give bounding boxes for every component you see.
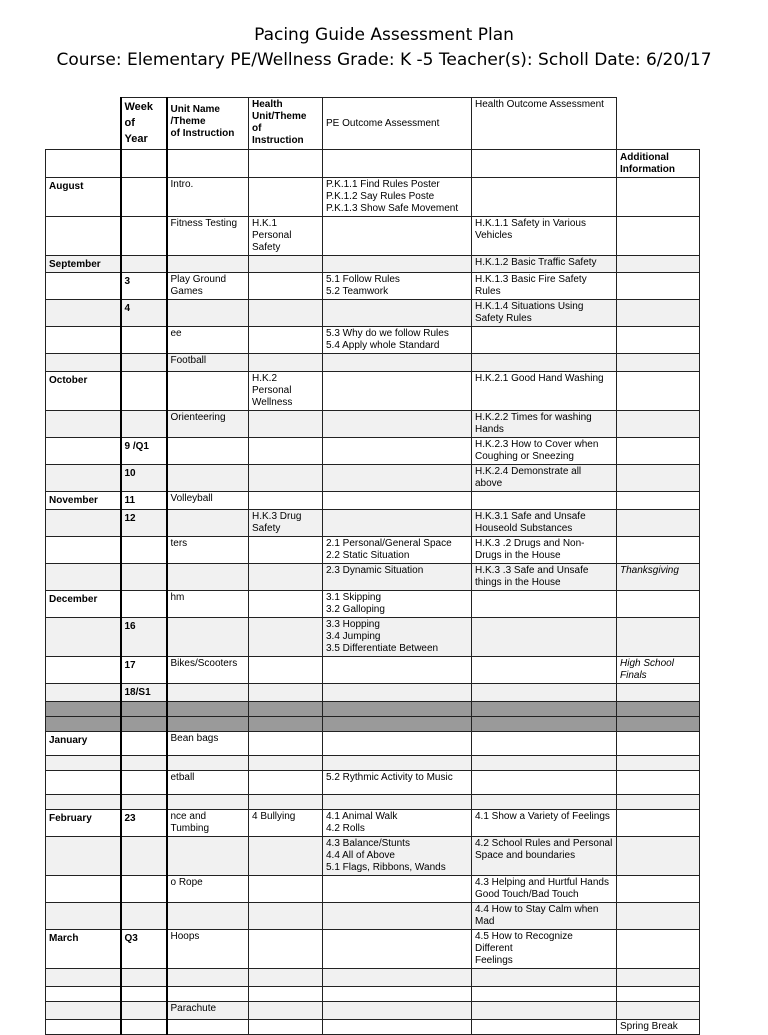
pe-outcome-cell: P.K.1.1 Find Rules Poster P.K.1.2 Say Rules Poste P.K.1.3 Show Safe Movement <box>323 178 472 217</box>
unit-cell: Bean bags <box>167 732 249 756</box>
pe-outcome-cell: 5.3 Why do we follow Rules 5.4 Apply whole Standard <box>323 327 472 354</box>
info-cell <box>617 510 700 537</box>
unit-cell <box>167 510 249 537</box>
info-cell <box>617 987 700 1002</box>
pe-outcome-cell: 4.1 Animal Walk 4.2 Rolls <box>323 810 472 837</box>
month-cell <box>46 300 121 327</box>
pe-outcome-cell <box>323 930 472 969</box>
info-cell <box>617 217 700 256</box>
subheader-cell <box>472 150 617 178</box>
month-cell <box>46 465 121 492</box>
table-row <box>46 372 700 411</box>
week-cell <box>121 702 167 717</box>
week-cell <box>121 178 167 217</box>
pe-outcome-cell <box>323 411 472 438</box>
table-row <box>46 756 700 771</box>
info-cell <box>617 732 700 756</box>
table-row <box>46 771 700 795</box>
info-cell <box>617 717 700 732</box>
health-outcome-cell <box>472 1020 617 1035</box>
header-blank <box>46 98 121 150</box>
unit-cell: Bikes/Scooters <box>167 657 249 684</box>
table-row <box>46 795 700 810</box>
health-unit-cell <box>249 327 323 354</box>
info-cell <box>617 273 700 300</box>
info-cell <box>617 903 700 930</box>
info-cell <box>617 256 700 273</box>
health-unit-cell <box>249 684 323 702</box>
health-outcome-cell <box>472 969 617 987</box>
week-cell <box>121 732 167 756</box>
unit-cell: Hoops <box>167 930 249 969</box>
unit-cell: Intro. <box>167 178 249 217</box>
month-cell <box>46 1002 121 1020</box>
table-row <box>46 178 700 217</box>
unit-cell <box>167 702 249 717</box>
pe-outcome-cell <box>323 795 472 810</box>
week-cell: Q3 <box>121 930 167 969</box>
health-unit-cell: H.K.3 Drug Safety <box>249 510 323 537</box>
info-cell: Spring Break <box>617 1020 700 1035</box>
pe-outcome-cell: 3.1 Skipping 3.2 Galloping <box>323 591 472 618</box>
pe-outcome-cell <box>323 732 472 756</box>
info-cell <box>617 537 700 564</box>
week-cell <box>121 591 167 618</box>
health-outcome-cell: H.K.1.3 Basic Fire Safety Rules <box>472 273 617 300</box>
health-outcome-cell: H.K.1.4 Situations Using Safety Rules <box>472 300 617 327</box>
month-cell: November <box>46 492 121 510</box>
health-unit-cell: H.K.1 Personal Safety <box>249 217 323 256</box>
health-unit-cell <box>249 717 323 732</box>
pe-outcome-cell: 4.3 Balance/Stunts 4.4 All of Above 5.1 Flags, Ribbons, Wands <box>323 837 472 876</box>
document-title: Pacing Guide Assessment Plan <box>254 25 514 45</box>
month-cell: February <box>46 810 121 837</box>
table-row <box>46 411 700 438</box>
unit-cell: Football <box>167 354 249 372</box>
health-outcome-cell <box>472 657 617 684</box>
month-cell <box>46 657 121 684</box>
health-outcome-cell <box>472 492 617 510</box>
pe-outcome-cell <box>323 217 472 256</box>
health-outcome-cell: H.K.1.2 Basic Traffic Safety <box>472 256 617 273</box>
week-cell: 3 <box>121 273 167 300</box>
info-cell <box>617 930 700 969</box>
health-unit-cell <box>249 178 323 217</box>
table-row <box>46 510 700 537</box>
health-unit-cell <box>249 795 323 810</box>
health-outcome-cell <box>472 354 617 372</box>
health-unit-cell <box>249 465 323 492</box>
week-cell <box>121 217 167 256</box>
table-row <box>46 930 700 969</box>
info-cell <box>617 438 700 465</box>
pe-outcome-cell: 5.2 Rythmic Activity to Music <box>323 771 472 795</box>
week-cell: 11 <box>121 492 167 510</box>
pe-outcome-cell: 2.3 Dynamic Situation <box>323 564 472 591</box>
pe-outcome-cell <box>323 300 472 327</box>
month-cell: September <box>46 256 121 273</box>
pe-outcome-cell <box>323 1020 472 1035</box>
unit-cell <box>167 1020 249 1035</box>
unit-cell <box>167 564 249 591</box>
health-unit-cell <box>249 564 323 591</box>
info-cell <box>617 702 700 717</box>
health-unit-cell <box>249 732 323 756</box>
unit-cell: Parachute <box>167 1002 249 1020</box>
month-cell: August <box>46 178 121 217</box>
document-subtitle: Course: Elementary PE/Wellness Grade: K -5 Teacher(s): Scholl Date: 6/20/17 <box>56 50 712 70</box>
info-cell: High School Finals <box>617 657 700 684</box>
info-cell <box>617 618 700 657</box>
unit-cell: ters <box>167 537 249 564</box>
unit-cell: ee <box>167 327 249 354</box>
info-cell <box>617 969 700 987</box>
pe-outcome-cell <box>323 684 472 702</box>
table-row <box>46 465 700 492</box>
health-unit-cell <box>249 492 323 510</box>
pe-outcome-cell <box>323 438 472 465</box>
table-row <box>46 492 700 510</box>
info-cell <box>617 354 700 372</box>
table-row <box>46 684 700 702</box>
week-cell <box>121 717 167 732</box>
table-row <box>46 618 700 657</box>
unit-cell <box>167 795 249 810</box>
unit-cell <box>167 837 249 876</box>
health-outcome-cell <box>472 795 617 810</box>
month-cell <box>46 618 121 657</box>
month-cell <box>46 684 121 702</box>
header-health-outcome: Health Outcome Assessment <box>472 98 617 150</box>
week-cell <box>121 1002 167 1020</box>
table-body <box>46 98 700 1035</box>
header-additional-info: Additional Information <box>617 150 700 178</box>
health-unit-cell <box>249 969 323 987</box>
info-cell <box>617 684 700 702</box>
week-cell <box>121 837 167 876</box>
health-unit-cell <box>249 1002 323 1020</box>
health-unit-cell <box>249 591 323 618</box>
health-outcome-cell <box>472 732 617 756</box>
health-outcome-cell <box>472 684 617 702</box>
unit-cell <box>167 903 249 930</box>
week-cell <box>121 969 167 987</box>
health-unit-cell <box>249 876 323 903</box>
unit-cell <box>167 618 249 657</box>
health-unit-cell <box>249 411 323 438</box>
health-outcome-cell: H.K.1.1 Safety in Various Vehicles <box>472 217 617 256</box>
subheader-cell <box>121 150 167 178</box>
subheader-cell <box>323 150 472 178</box>
unit-cell <box>167 969 249 987</box>
month-cell <box>46 354 121 372</box>
subheader-cell <box>167 150 249 178</box>
table-row <box>46 537 700 564</box>
pe-outcome-cell <box>323 492 472 510</box>
unit-cell: Volleyball <box>167 492 249 510</box>
info-cell <box>617 178 700 217</box>
health-outcome-cell <box>472 702 617 717</box>
table-row <box>46 876 700 903</box>
health-unit-cell <box>249 657 323 684</box>
pe-outcome-cell: 2.1 Personal/General Space 2.2 Static Situation <box>323 537 472 564</box>
week-cell <box>121 903 167 930</box>
month-cell <box>46 702 121 717</box>
pe-outcome-cell <box>323 969 472 987</box>
month-cell <box>46 756 121 771</box>
week-cell <box>121 372 167 411</box>
pe-outcome-cell <box>323 717 472 732</box>
health-outcome-cell <box>472 178 617 217</box>
health-outcome-cell <box>472 591 617 618</box>
week-cell <box>121 1020 167 1035</box>
unit-cell <box>167 438 249 465</box>
week-cell: 23 <box>121 810 167 837</box>
pe-outcome-cell <box>323 702 472 717</box>
health-outcome-cell: H.K.2.3 How to Cover when Coughing or Sneezing <box>472 438 617 465</box>
health-unit-cell: 4 Bullying <box>249 810 323 837</box>
health-unit-cell <box>249 756 323 771</box>
table-row <box>46 273 700 300</box>
month-cell <box>46 510 121 537</box>
table-row <box>46 717 700 732</box>
header-week: Week of Year <box>121 98 167 150</box>
health-outcome-cell: 4.1 Show a Variety of Feelings <box>472 810 617 837</box>
health-outcome-cell <box>472 717 617 732</box>
pe-outcome-cell <box>323 876 472 903</box>
month-cell <box>46 411 121 438</box>
table-row <box>46 1020 700 1035</box>
info-cell <box>617 876 700 903</box>
month-cell <box>46 438 121 465</box>
table-row <box>46 327 700 354</box>
header-health-unit: Health Unit/Theme of Instruction <box>249 98 323 150</box>
unit-cell <box>167 256 249 273</box>
info-cell <box>617 327 700 354</box>
table-row <box>46 987 700 1002</box>
table-row <box>46 564 700 591</box>
health-outcome-cell: H.K.2.4 Demonstrate all above <box>472 465 617 492</box>
health-outcome-cell <box>472 987 617 1002</box>
week-cell <box>121 327 167 354</box>
table-row <box>46 438 700 465</box>
table-row <box>46 903 700 930</box>
month-cell <box>46 987 121 1002</box>
health-outcome-cell: 4.5 How to Recognize Different Feelings <box>472 930 617 969</box>
month-cell <box>46 795 121 810</box>
health-unit-cell <box>249 300 323 327</box>
info-cell: Thanksgiving <box>617 564 700 591</box>
table-row <box>46 969 700 987</box>
health-unit-cell <box>249 438 323 465</box>
pe-outcome-cell <box>323 987 472 1002</box>
health-unit-cell <box>249 1020 323 1035</box>
week-cell: 17 <box>121 657 167 684</box>
pe-outcome-cell <box>323 510 472 537</box>
unit-cell: Fitness Testing <box>167 217 249 256</box>
health-unit-cell <box>249 987 323 1002</box>
health-outcome-cell <box>472 618 617 657</box>
info-cell <box>617 810 700 837</box>
info-cell <box>617 756 700 771</box>
table-row <box>46 702 700 717</box>
unit-cell <box>167 300 249 327</box>
week-cell <box>121 771 167 795</box>
health-outcome-cell <box>472 327 617 354</box>
table-row <box>46 256 700 273</box>
info-cell <box>617 300 700 327</box>
unit-cell <box>167 684 249 702</box>
month-cell <box>46 717 121 732</box>
month-cell <box>46 217 121 256</box>
header-empty <box>617 98 700 150</box>
unit-cell: Orienteering <box>167 411 249 438</box>
health-outcome-cell: 4.2 School Rules and Personal Space and boundaries <box>472 837 617 876</box>
info-cell <box>617 771 700 795</box>
month-cell <box>46 837 121 876</box>
table-row <box>46 732 700 756</box>
unit-cell <box>167 717 249 732</box>
unit-cell: Play Ground Games <box>167 273 249 300</box>
pe-outcome-cell <box>323 1002 472 1020</box>
pe-outcome-cell <box>323 903 472 930</box>
unit-cell <box>167 465 249 492</box>
table-row <box>46 300 700 327</box>
unit-cell: etball <box>167 771 249 795</box>
month-cell <box>46 771 121 795</box>
health-unit-cell <box>249 537 323 564</box>
info-cell <box>617 837 700 876</box>
subheader-cell <box>249 150 323 178</box>
unit-cell: hm <box>167 591 249 618</box>
info-cell <box>617 465 700 492</box>
health-unit-cell <box>249 354 323 372</box>
pacing-table <box>45 97 700 1035</box>
month-cell <box>46 273 121 300</box>
health-outcome-cell: 4.3 Helping and Hurtful Hands Good Touch/Bad Touch <box>472 876 617 903</box>
month-cell <box>46 969 121 987</box>
health-unit-cell <box>249 930 323 969</box>
month-cell <box>46 876 121 903</box>
pe-outcome-cell: 5.1 Follow Rules 5.2 Teamwork <box>323 273 472 300</box>
info-cell <box>617 1002 700 1020</box>
month-cell <box>46 537 121 564</box>
week-cell: 18/S1 <box>121 684 167 702</box>
health-outcome-cell: H.K.2.2 Times for washing Hands <box>472 411 617 438</box>
unit-cell <box>167 987 249 1002</box>
table-row <box>46 810 700 837</box>
health-unit-cell <box>249 256 323 273</box>
pe-outcome-cell <box>323 372 472 411</box>
pe-outcome-cell <box>323 756 472 771</box>
pe-outcome-cell <box>323 657 472 684</box>
unit-cell: nce and Tumbing <box>167 810 249 837</box>
health-unit-cell <box>249 903 323 930</box>
pe-outcome-cell <box>323 354 472 372</box>
health-unit-cell <box>249 702 323 717</box>
health-unit-cell <box>249 771 323 795</box>
info-cell <box>617 372 700 411</box>
week-cell: 12 <box>121 510 167 537</box>
week-cell <box>121 876 167 903</box>
week-cell <box>121 795 167 810</box>
table-row <box>46 837 700 876</box>
week-cell <box>121 564 167 591</box>
info-cell <box>617 591 700 618</box>
health-outcome-cell <box>472 771 617 795</box>
week-cell <box>121 756 167 771</box>
week-cell <box>121 354 167 372</box>
week-cell <box>121 411 167 438</box>
month-cell <box>46 327 121 354</box>
health-unit-cell <box>249 618 323 657</box>
health-outcome-cell: H.K.3 .3 Safe and Unsafe things in the House <box>472 564 617 591</box>
health-outcome-cell: H.K.3.1 Safe and Unsafe Houseold Substances <box>472 510 617 537</box>
week-cell: 4 <box>121 300 167 327</box>
health-outcome-cell: H.K.3 .2 Drugs and Non- Drugs in the House <box>472 537 617 564</box>
health-unit-cell <box>249 273 323 300</box>
unit-cell <box>167 756 249 771</box>
table-row <box>46 591 700 618</box>
subheader-row <box>46 150 700 178</box>
pe-outcome-cell <box>323 465 472 492</box>
header-pe-outcome: PE Outcome Assessment <box>323 98 472 150</box>
health-outcome-cell: 4.4 How to Stay Calm when Mad <box>472 903 617 930</box>
month-cell <box>46 564 121 591</box>
header-unit: Unit Name /Theme of Instruction <box>167 98 249 150</box>
health-outcome-cell: H.K.2.1 Good Hand Washing <box>472 372 617 411</box>
month-cell <box>46 903 121 930</box>
month-cell: December <box>46 591 121 618</box>
header-row <box>46 98 700 150</box>
week-cell <box>121 987 167 1002</box>
month-cell: January <box>46 732 121 756</box>
month-cell: March <box>46 930 121 969</box>
month-cell <box>46 1020 121 1035</box>
week-cell: 10 <box>121 465 167 492</box>
week-cell <box>121 256 167 273</box>
table-row <box>46 1002 700 1020</box>
week-cell <box>121 537 167 564</box>
health-unit-cell: H.K.2 Personal Wellness <box>249 372 323 411</box>
unit-cell: o Rope <box>167 876 249 903</box>
week-cell: 16 <box>121 618 167 657</box>
health-outcome-cell <box>472 1002 617 1020</box>
pe-outcome-cell: 3.3 Hopping 3.4 Jumping 3.5 Differentiate Between <box>323 618 472 657</box>
table-row <box>46 217 700 256</box>
week-cell: 9 /Q1 <box>121 438 167 465</box>
health-outcome-cell <box>472 756 617 771</box>
info-cell <box>617 492 700 510</box>
info-cell <box>617 795 700 810</box>
table-row <box>46 657 700 684</box>
unit-cell <box>167 372 249 411</box>
table-row <box>46 354 700 372</box>
health-unit-cell <box>249 837 323 876</box>
info-cell <box>617 411 700 438</box>
subheader-cell <box>46 150 121 178</box>
month-cell: October <box>46 372 121 411</box>
pe-outcome-cell <box>323 256 472 273</box>
